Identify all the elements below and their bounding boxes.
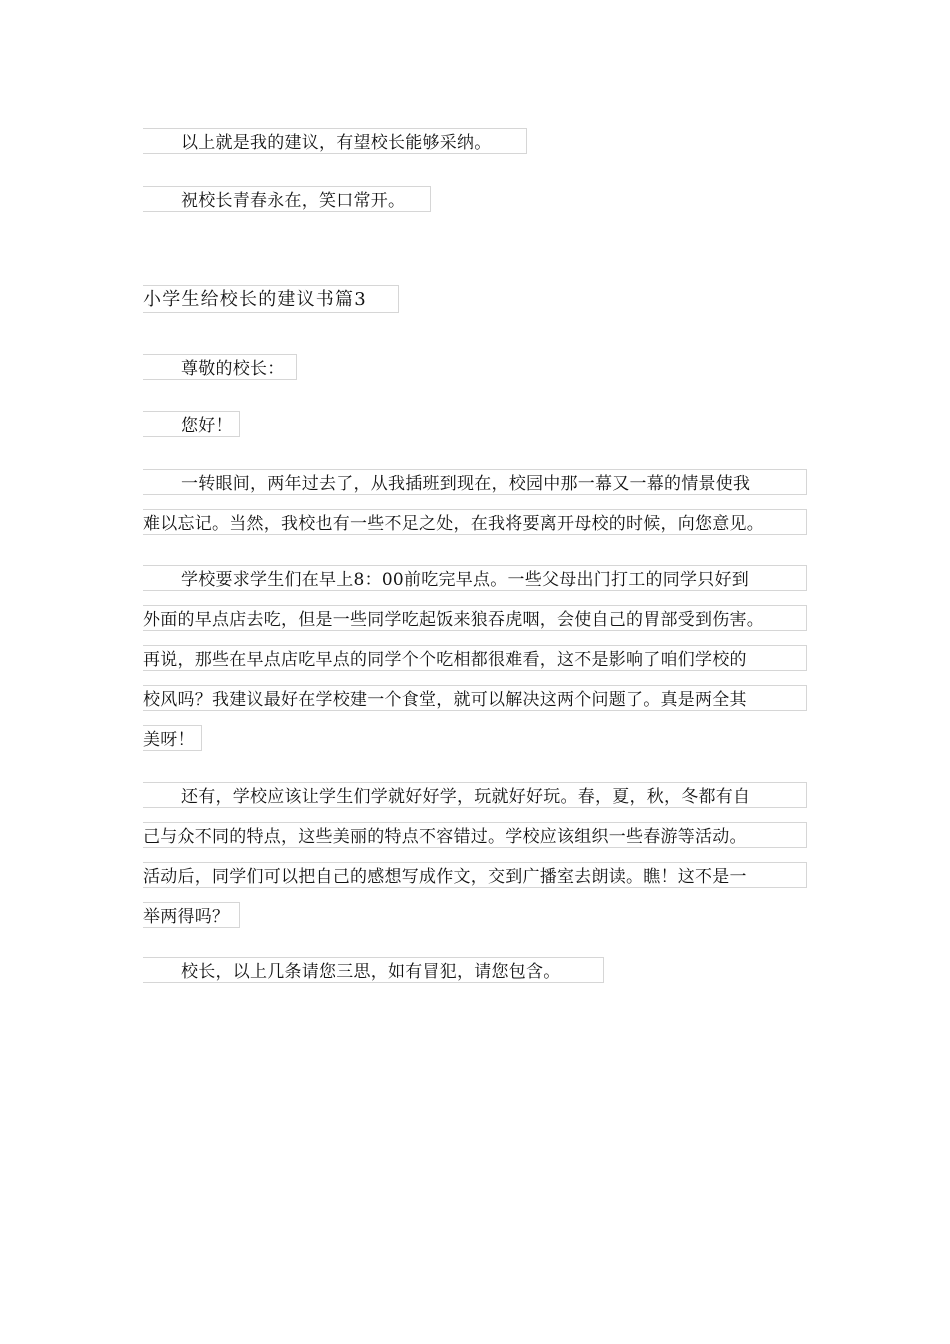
section-heading [143, 285, 399, 321]
body-paragraph-3 [143, 782, 807, 936]
closing-request [143, 957, 604, 991]
text-line: 校风吗？我建议最好在学校建一个食堂，就可以解决这两个问题了。真是两全其 [143, 685, 807, 711]
closing-paragraph [143, 128, 527, 162]
greeting [143, 411, 240, 445]
text-line: 再说，那些在早点店吃早点的同学个个吃相都很难看，这不是影响了咱们学校的 [143, 645, 807, 671]
text-line: 难以忘记。当然，我校也有一些不足之处，在我将要离开母校的时候，向您意见。 [143, 509, 807, 535]
salutation [143, 354, 297, 388]
text-line: 以上就是我的建议，有望校长能够采纳。 [143, 128, 527, 154]
text-line: 己与众不同的特点，这些美丽的特点不容错过。学校应该组织一些春游等活动。 [143, 822, 807, 848]
body-paragraph-1 [143, 469, 807, 535]
text-line: 外面的早点店去吃，但是一些同学吃起饭来狼吞虎咽，会使自己的胃部受到伤害。 [143, 605, 807, 631]
body-paragraph-2 [143, 565, 807, 759]
text-line: 祝校长青春永在，笑口常开。 [143, 186, 431, 212]
text-line: 还有，学校应该让学生们学就好好学，玩就好好玩。春，夏，秋，冬都有自 [143, 782, 807, 808]
text-line: 一转眼间，两年过去了，从我插班到现在，校园中那一幕又一幕的情景使我 [143, 469, 807, 495]
blessing-paragraph [143, 186, 431, 220]
text-line: 您好！ [143, 411, 240, 437]
text-line: 学校要求学生们在早上8：00前吃完早点。一些父母出门打工的同学只好到 [143, 565, 807, 591]
text-line: 校长，以上几条请您三思，如有冒犯，请您包含。 [143, 957, 604, 983]
text-line: 美呀！ [143, 725, 202, 751]
text-line: 尊敬的校长： [143, 354, 297, 380]
text-line: 活动后，同学们可以把自己的感想写成作文，交到广播室去朗读。瞧！这不是一 [143, 862, 807, 888]
text-line: 举两得吗？ [143, 902, 240, 928]
heading-line: 小学生给校长的建议书篇3 [143, 285, 399, 313]
